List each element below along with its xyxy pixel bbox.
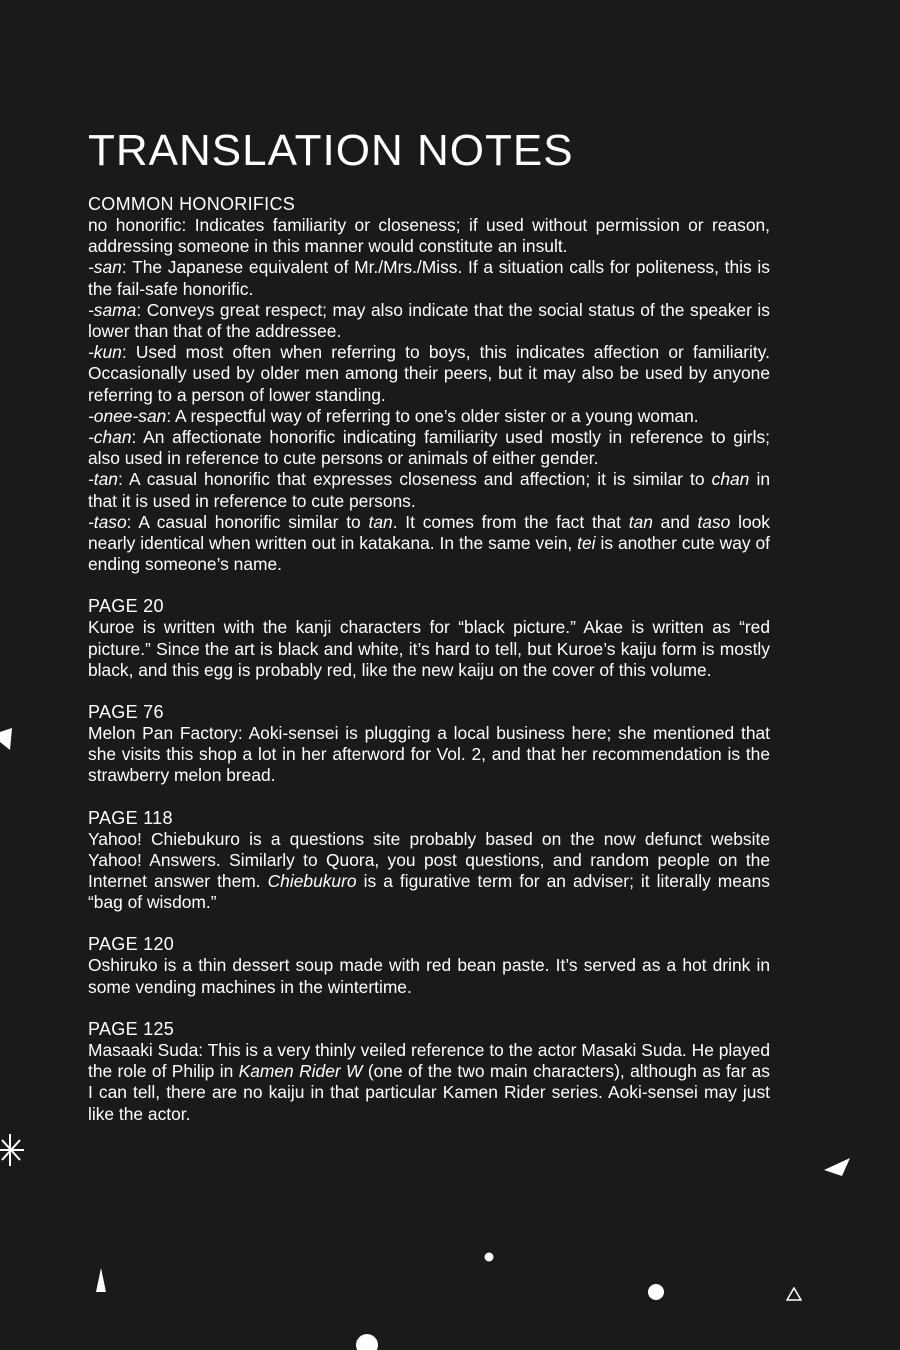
honorific-term: -san (88, 257, 122, 278)
honorific-definition: The Japanese equivalent of Mr./Mrs./Miss. If a situation calls for politeness, this is the fail-safe honorific. (88, 257, 770, 299)
note-text: Masaaki Suda: This is a very thinly veiled reference to the actor Masaki Suda. He played the role of Philip in Kamen Rider W (one of the two main characters), although as far as I can tell, there are no kaiju in that particular Kamen Rider series. Aoki-sensei may just like the actor. (88, 1039, 771, 1124)
triangle-shard-icon (94, 1268, 108, 1294)
note-heading: PAGE 120 (88, 934, 175, 955)
honorific-term: -chan (88, 427, 132, 448)
honorific-term: -taso (88, 511, 127, 532)
honorific-term: -tan (88, 469, 118, 490)
honorific-entry: -kun: Used most often when referring to boys, this indicates affection or familiarity. Occasionally used by older men among their peers, but it may also be used by anyone referring to a person of lower standing. (88, 342, 770, 405)
triangle-shard-icon (0, 728, 14, 752)
honorific-entry: -taso: A casual honorific similar to tan. It comes from the fact that tan and taso look nearly identical when written out in katakana. In the same vein, tei is another cute way of ending someone’s name. (88, 511, 770, 575)
dot-icon (483, 1251, 495, 1263)
honorific-entry: -chan: An affectionate honorific indicating familiarity used mostly in reference to girls; also used in reference to cute persons or animals of either gender. (88, 427, 770, 469)
honorific-entry: -onee-san: A respectful way of referring to one’s older sister or a young woman. (88, 405, 699, 426)
honorific-term: no honorific (88, 215, 182, 235)
honorific-definition: Used most often when referring to boys, this indicates affection or familiarity. Occasionally used by older men among their peers, but it may also be used by anyone referring to a person of lower standing. (88, 342, 770, 405)
note-heading: PAGE 125 (88, 1018, 175, 1039)
note-page-120 (88, 934, 770, 997)
honorific-definition: Conveys great respect; may also indicate that the social status of the speaker is lower than that of the addressee. (88, 299, 770, 342)
note-text: Kuroe is written with the kanji characters for “black picture.” Akae is written as “red picture.” Since the art is black and white, it’s hard to tell, but Kuroe’s kaiju form is mostly black, and this egg is probably red, like the new kaiju on the cover of this volume. (88, 617, 770, 680)
translation-notes-page (88, 124, 770, 1146)
section-heading: COMMON HONORIFICS (88, 194, 296, 214)
honorific-entry: -sama: Conveys great respect; may also indicate that the social status of the speaker is lower than that of the addressee. (88, 299, 770, 342)
circle-icon (354, 1332, 380, 1350)
honorifics-section (88, 194, 770, 575)
note-heading: PAGE 76 (88, 702, 164, 723)
honorific-definition: A respectful way of referring to one’s older sister or a young woman. (175, 405, 699, 426)
note-page-118 (88, 808, 770, 914)
page-title: TRANSLATION NOTES (88, 126, 574, 175)
honorific-definition: An affectionate honorific indicating familiarity used mostly in reference to girls; also used in reference to cute persons or animals of either gender. (88, 427, 770, 469)
note-heading: PAGE 118 (88, 807, 173, 828)
honorific-term: -onee-san (88, 405, 167, 426)
sparkle-star-icon (0, 1132, 26, 1168)
honorific-term: -kun (88, 342, 122, 363)
honorific-definition: Indicates familiarity or closeness; if used without permission or reason, addressing someone in this manner would constitute an insult. (88, 215, 770, 257)
note-text: Melon Pan Factory: Aoki-sensei is plugging a local business here; she mentioned that she visits this shop a lot in her afterword for Vol. 2, and that her recommendation is the strawberry melon bread. (88, 723, 770, 786)
note-page-20 (88, 596, 770, 681)
note-page-125 (88, 1019, 770, 1125)
note-text: Oshiruko is a thin dessert soup made with red bean paste. It’s served as a hot drink in some vending machines in the wintertime. (88, 955, 770, 997)
honorific-entry: -tan: A casual honorific that expresses closeness and affection; it is similar to chan in that it is used in reference to cute persons. (88, 469, 770, 511)
note-page-76 (88, 702, 770, 787)
triangle-shard-icon (824, 1156, 852, 1178)
note-text: Yahoo! Chiebukuro is a questions site probably based on the now defunct website Yahoo! Answers. Similarly to Quora, you post questions, and random people on the Internet answer them. Chiebukuro is a figurative term for an adviser; it literally means “bag of wisdom.” (88, 828, 770, 913)
honorific-entry: no honorific: Indicates familiarity or closeness; if used without permission or reason, addressing someone in this manner would constitute an insult. (88, 215, 770, 257)
note-heading: PAGE 20 (88, 596, 164, 617)
circle-icon (647, 1283, 665, 1301)
honorific-entry: -san: The Japanese equivalent of Mr./Mrs./Miss. If a situation calls for politeness, this is the fail-safe honorific. (88, 257, 770, 299)
honorific-term: -sama (88, 299, 137, 320)
outline-triangle-icon (786, 1287, 802, 1301)
